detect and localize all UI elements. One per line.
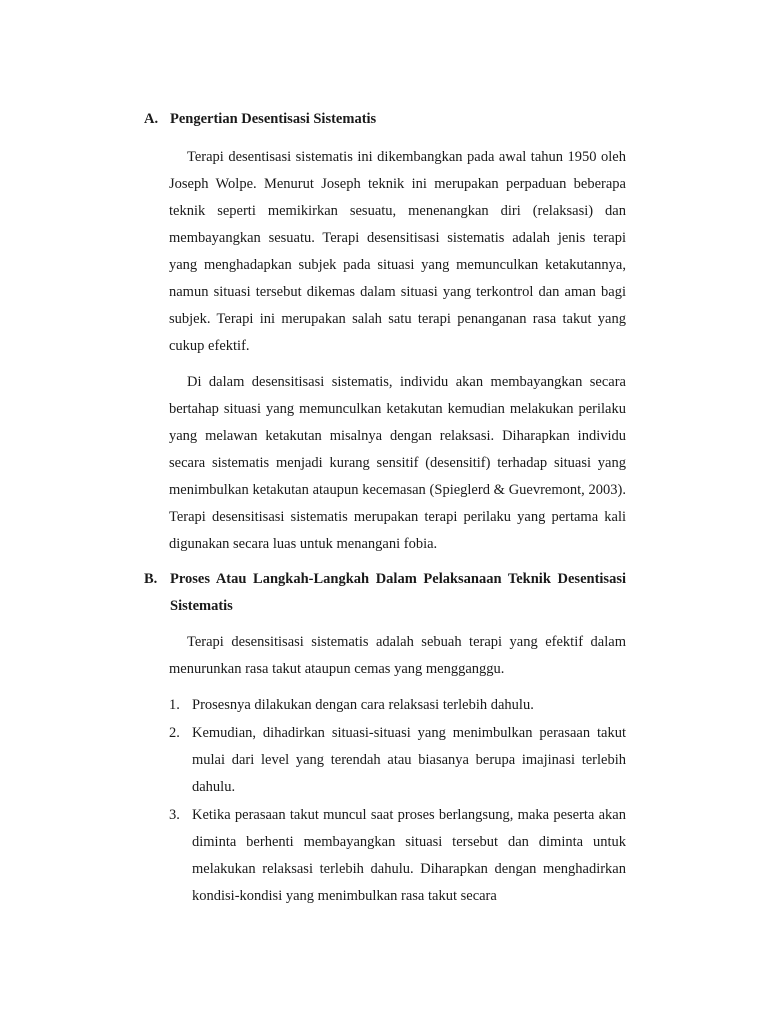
list-item-number: 2. [169, 725, 180, 741]
list-item-number: 3. [169, 807, 180, 823]
section-a-paragraph-2: Di dalam desensitisasi sistematis, individu akan membayangkan secara bertahap situasi yang memunculkan ketakutan kemudian melakukan perilaku yang melawan ketakutan misalnya dengan relaksasi. Diharapkan individu secara sistematis menjadi kurang sensitif (desensitif) terhadap situasi yang menimbulkan ketakutan ataupun kecemasan (Spieglerd & Guevremont, 2003). Terapi desensitisasi sistematis merupakan terapi perilaku yang pertama kali digunakan secara luas untuk menangani fobia. [169, 374, 626, 552]
section-a-marker: A. [144, 111, 159, 127]
section-b-title: Proses Atau Langkah-Langkah Dalam Pelaksanaan Teknik Desentisasi Sistematis [170, 571, 626, 614]
list-item-text: Ketika perasaan takut muncul saat proses berlangsung, maka peserta akan diminta berhenti membayangkan situasi tersebut dan diminta untuk melakukan relaksasi terlebih dahulu. Diharapkan dengan menghadirkan kondisi-kondisi yang menimbulkan rasa takut secara [192, 807, 626, 904]
section-a-heading [144, 106, 626, 133]
steps-list [169, 692, 626, 910]
section-b-paragraph-1: Terapi desensitisasi sistematis adalah sebuah terapi yang efektif dalam menurunkan rasa takut ataupun cemas yang mengganggu. [169, 634, 626, 677]
section-b-marker: B. [144, 571, 158, 587]
list-item [169, 692, 626, 719]
list-item-text: Prosesnya dilakukan dengan cara relaksasi terlebih dahulu. [192, 697, 534, 713]
section-a-title: Pengertian Desentisasi Sistematis [170, 111, 377, 127]
section-b-heading [144, 566, 626, 620]
section-a-paragraph-1: Terapi desentisasi sistematis ini dikembangkan pada awal tahun 1950 oleh Joseph Wolpe. Menurut Joseph teknik ini merupakan perpaduan beberapa teknik seperti memikirkan sesuatu, menenangkan diri (relaksasi) dan membayangkan sesuatu. Terapi desensitisasi sistematis adalah jenis terapi yang menghadapkan subjek pada situasi yang memunculkan ketakutannya, namun situasi tersebut dikemas dalam situasi yang terkontrol dan aman bagi subjek. Terapi ini merupakan salah satu terapi penanganan rasa takut yang cukup efektif. [169, 149, 626, 354]
list-item-number: 1. [169, 697, 180, 713]
list-item-text: Kemudian, dihadirkan situasi-situasi yang menimbulkan perasaan takut mulai dari level yang terendah atau biasanya berupa imajinasi terlebih dahulu. [192, 725, 626, 795]
list-item [169, 720, 626, 801]
list-item [169, 802, 626, 910]
